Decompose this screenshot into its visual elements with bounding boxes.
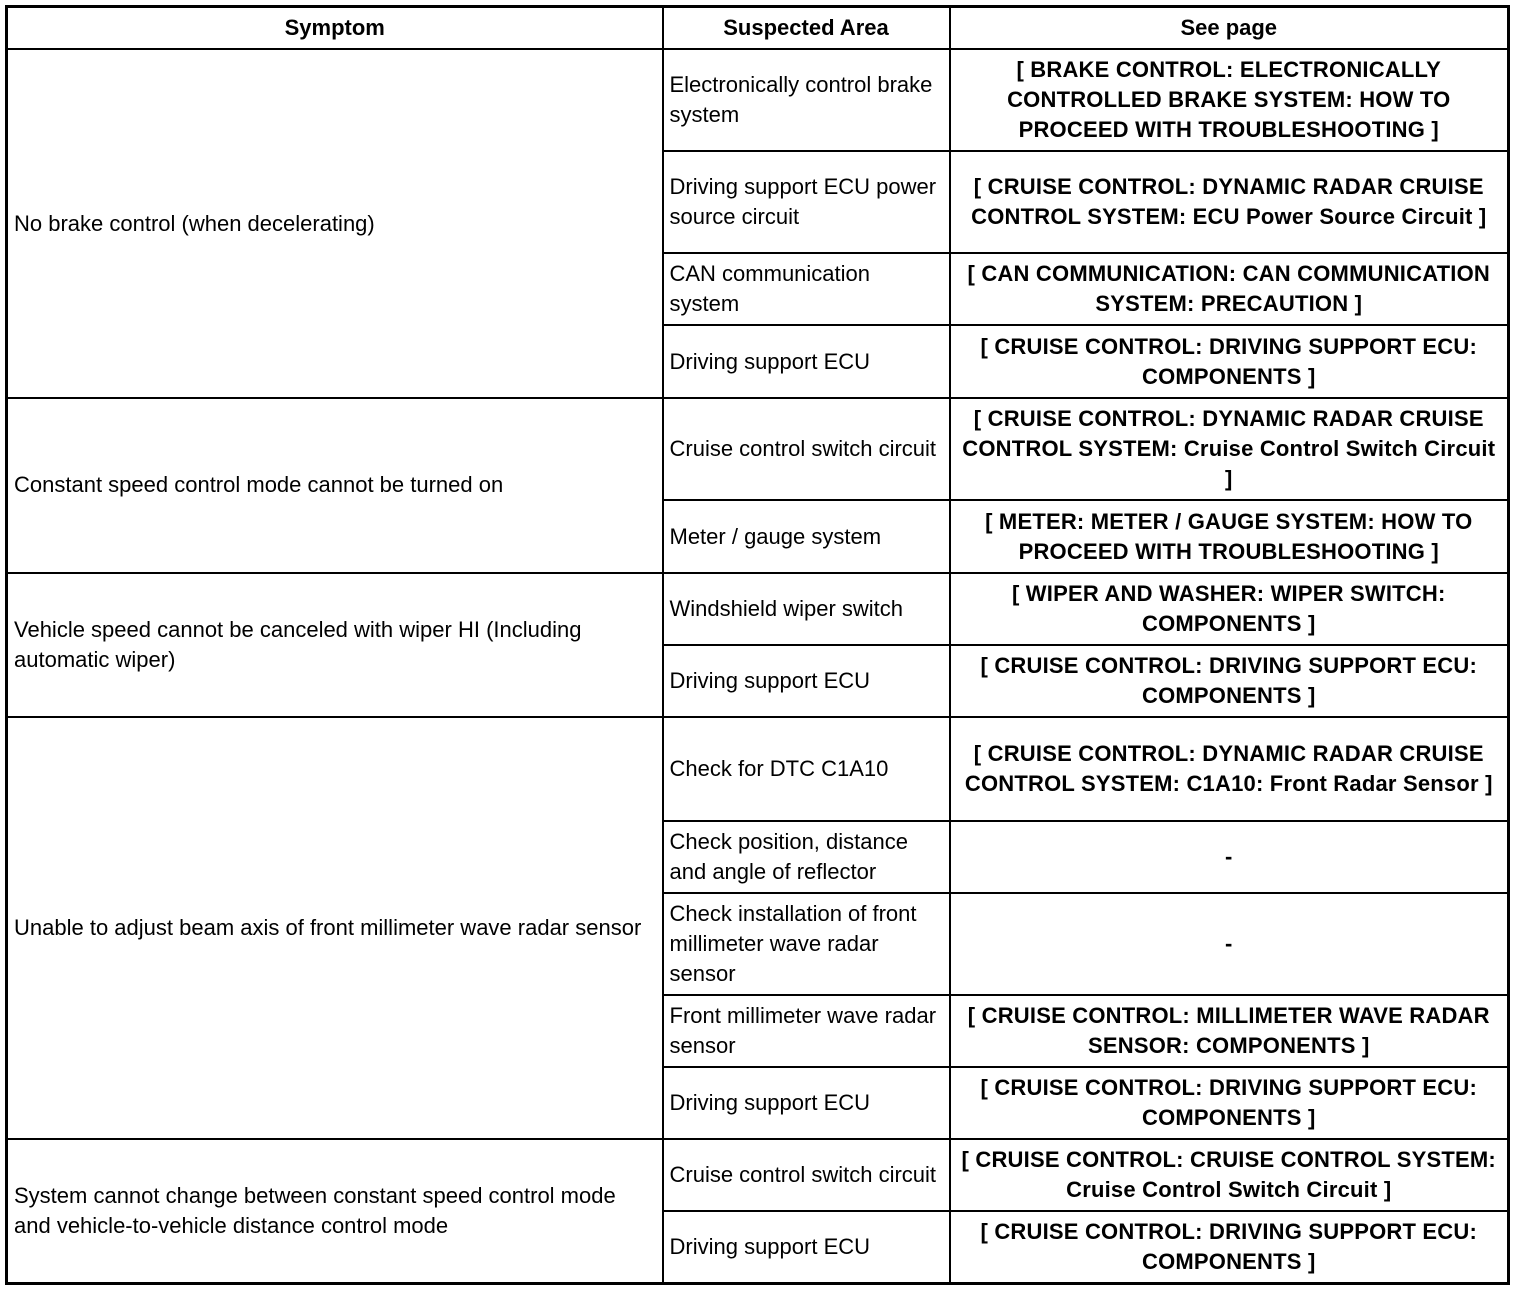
- suspected-area-cell: Driving support ECU power source circuit: [663, 151, 950, 253]
- troubleshooting-table: [5, 5, 1510, 1285]
- see-page-cell: [ CRUISE CONTROL: DRIVING SUPPORT ECU: COMPONENTS ]: [950, 1211, 1509, 1283]
- suspected-area-cell: CAN communication system: [663, 253, 950, 325]
- see-page-cell: [ CRUISE CONTROL: DYNAMIC RADAR CRUISE CONTROL SYSTEM: Cruise Control Switch Circuit ]: [950, 398, 1509, 500]
- table-row: [7, 717, 1509, 821]
- symptom-cell: Constant speed control mode cannot be turned on: [7, 398, 663, 572]
- suspected-area-cell: Driving support ECU: [663, 645, 950, 717]
- suspected-area-cell: Meter / gauge system: [663, 500, 950, 572]
- see-page-cell: [ CRUISE CONTROL: MILLIMETER WAVE RADAR SENSOR: COMPONENTS ]: [950, 995, 1509, 1067]
- suspected-area-cell: Front millimeter wave radar sensor: [663, 995, 950, 1067]
- see-page-cell: -: [950, 821, 1509, 893]
- suspected-area-cell: Windshield wiper switch: [663, 573, 950, 645]
- suspected-area-cell: Check installation of front millimeter wave radar sensor: [663, 893, 950, 995]
- suspected-area-cell: Driving support ECU: [663, 1211, 950, 1283]
- suspected-area-cell: Electronically control brake system: [663, 49, 950, 151]
- see-page-cell: [ BRAKE CONTROL: ELECTRONICALLY CONTROLLED BRAKE SYSTEM: HOW TO PROCEED WITH TROUBLESHOOTING ]: [950, 49, 1509, 151]
- see-page-cell: [ METER: METER / GAUGE SYSTEM: HOW TO PROCEED WITH TROUBLESHOOTING ]: [950, 500, 1509, 572]
- table-row: [7, 573, 1509, 645]
- symptom-cell: Vehicle speed cannot be canceled with wiper HI (Including automatic wiper): [7, 573, 663, 717]
- see-page-cell: [ CRUISE CONTROL: DRIVING SUPPORT ECU: COMPONENTS ]: [950, 645, 1509, 717]
- header-suspected-area: Suspected Area: [663, 7, 950, 50]
- suspected-area-cell: Cruise control switch circuit: [663, 1139, 950, 1211]
- symptom-cell: No brake control (when decelerating): [7, 49, 663, 398]
- suspected-area-cell: Check for DTC C1A10: [663, 717, 950, 821]
- see-page-cell: [ CRUISE CONTROL: DYNAMIC RADAR CRUISE CONTROL SYSTEM: ECU Power Source Circuit ]: [950, 151, 1509, 253]
- see-page-cell: [ CRUISE CONTROL: DYNAMIC RADAR CRUISE CONTROL SYSTEM: C1A10: Front Radar Sensor ]: [950, 717, 1509, 821]
- table-row: [7, 49, 1509, 151]
- suspected-area-cell: Driving support ECU: [663, 325, 950, 398]
- symptom-cell: System cannot change between constant speed control mode and vehicle-to-vehicle distance control mode: [7, 1139, 663, 1283]
- see-page-cell: -: [950, 893, 1509, 995]
- see-page-cell: [ CRUISE CONTROL: CRUISE CONTROL SYSTEM: Cruise Control Switch Circuit ]: [950, 1139, 1509, 1211]
- table-row: [7, 398, 1509, 500]
- suspected-area-cell: Check position, distance and angle of reflector: [663, 821, 950, 893]
- header-row: [7, 7, 1509, 50]
- see-page-cell: [ CRUISE CONTROL: DRIVING SUPPORT ECU: COMPONENTS ]: [950, 325, 1509, 398]
- suspected-area-cell: Cruise control switch circuit: [663, 398, 950, 500]
- see-page-cell: [ CRUISE CONTROL: DRIVING SUPPORT ECU: COMPONENTS ]: [950, 1067, 1509, 1139]
- see-page-cell: [ WIPER AND WASHER: WIPER SWITCH: COMPONENTS ]: [950, 573, 1509, 645]
- symptom-cell: Unable to adjust beam axis of front millimeter wave radar sensor: [7, 717, 663, 1139]
- header-symptom: Symptom: [7, 7, 663, 50]
- table-row: [7, 1139, 1509, 1211]
- header-see-page: See page: [950, 7, 1509, 50]
- see-page-cell: [ CAN COMMUNICATION: CAN COMMUNICATION SYSTEM: PRECAUTION ]: [950, 253, 1509, 325]
- suspected-area-cell: Driving support ECU: [663, 1067, 950, 1139]
